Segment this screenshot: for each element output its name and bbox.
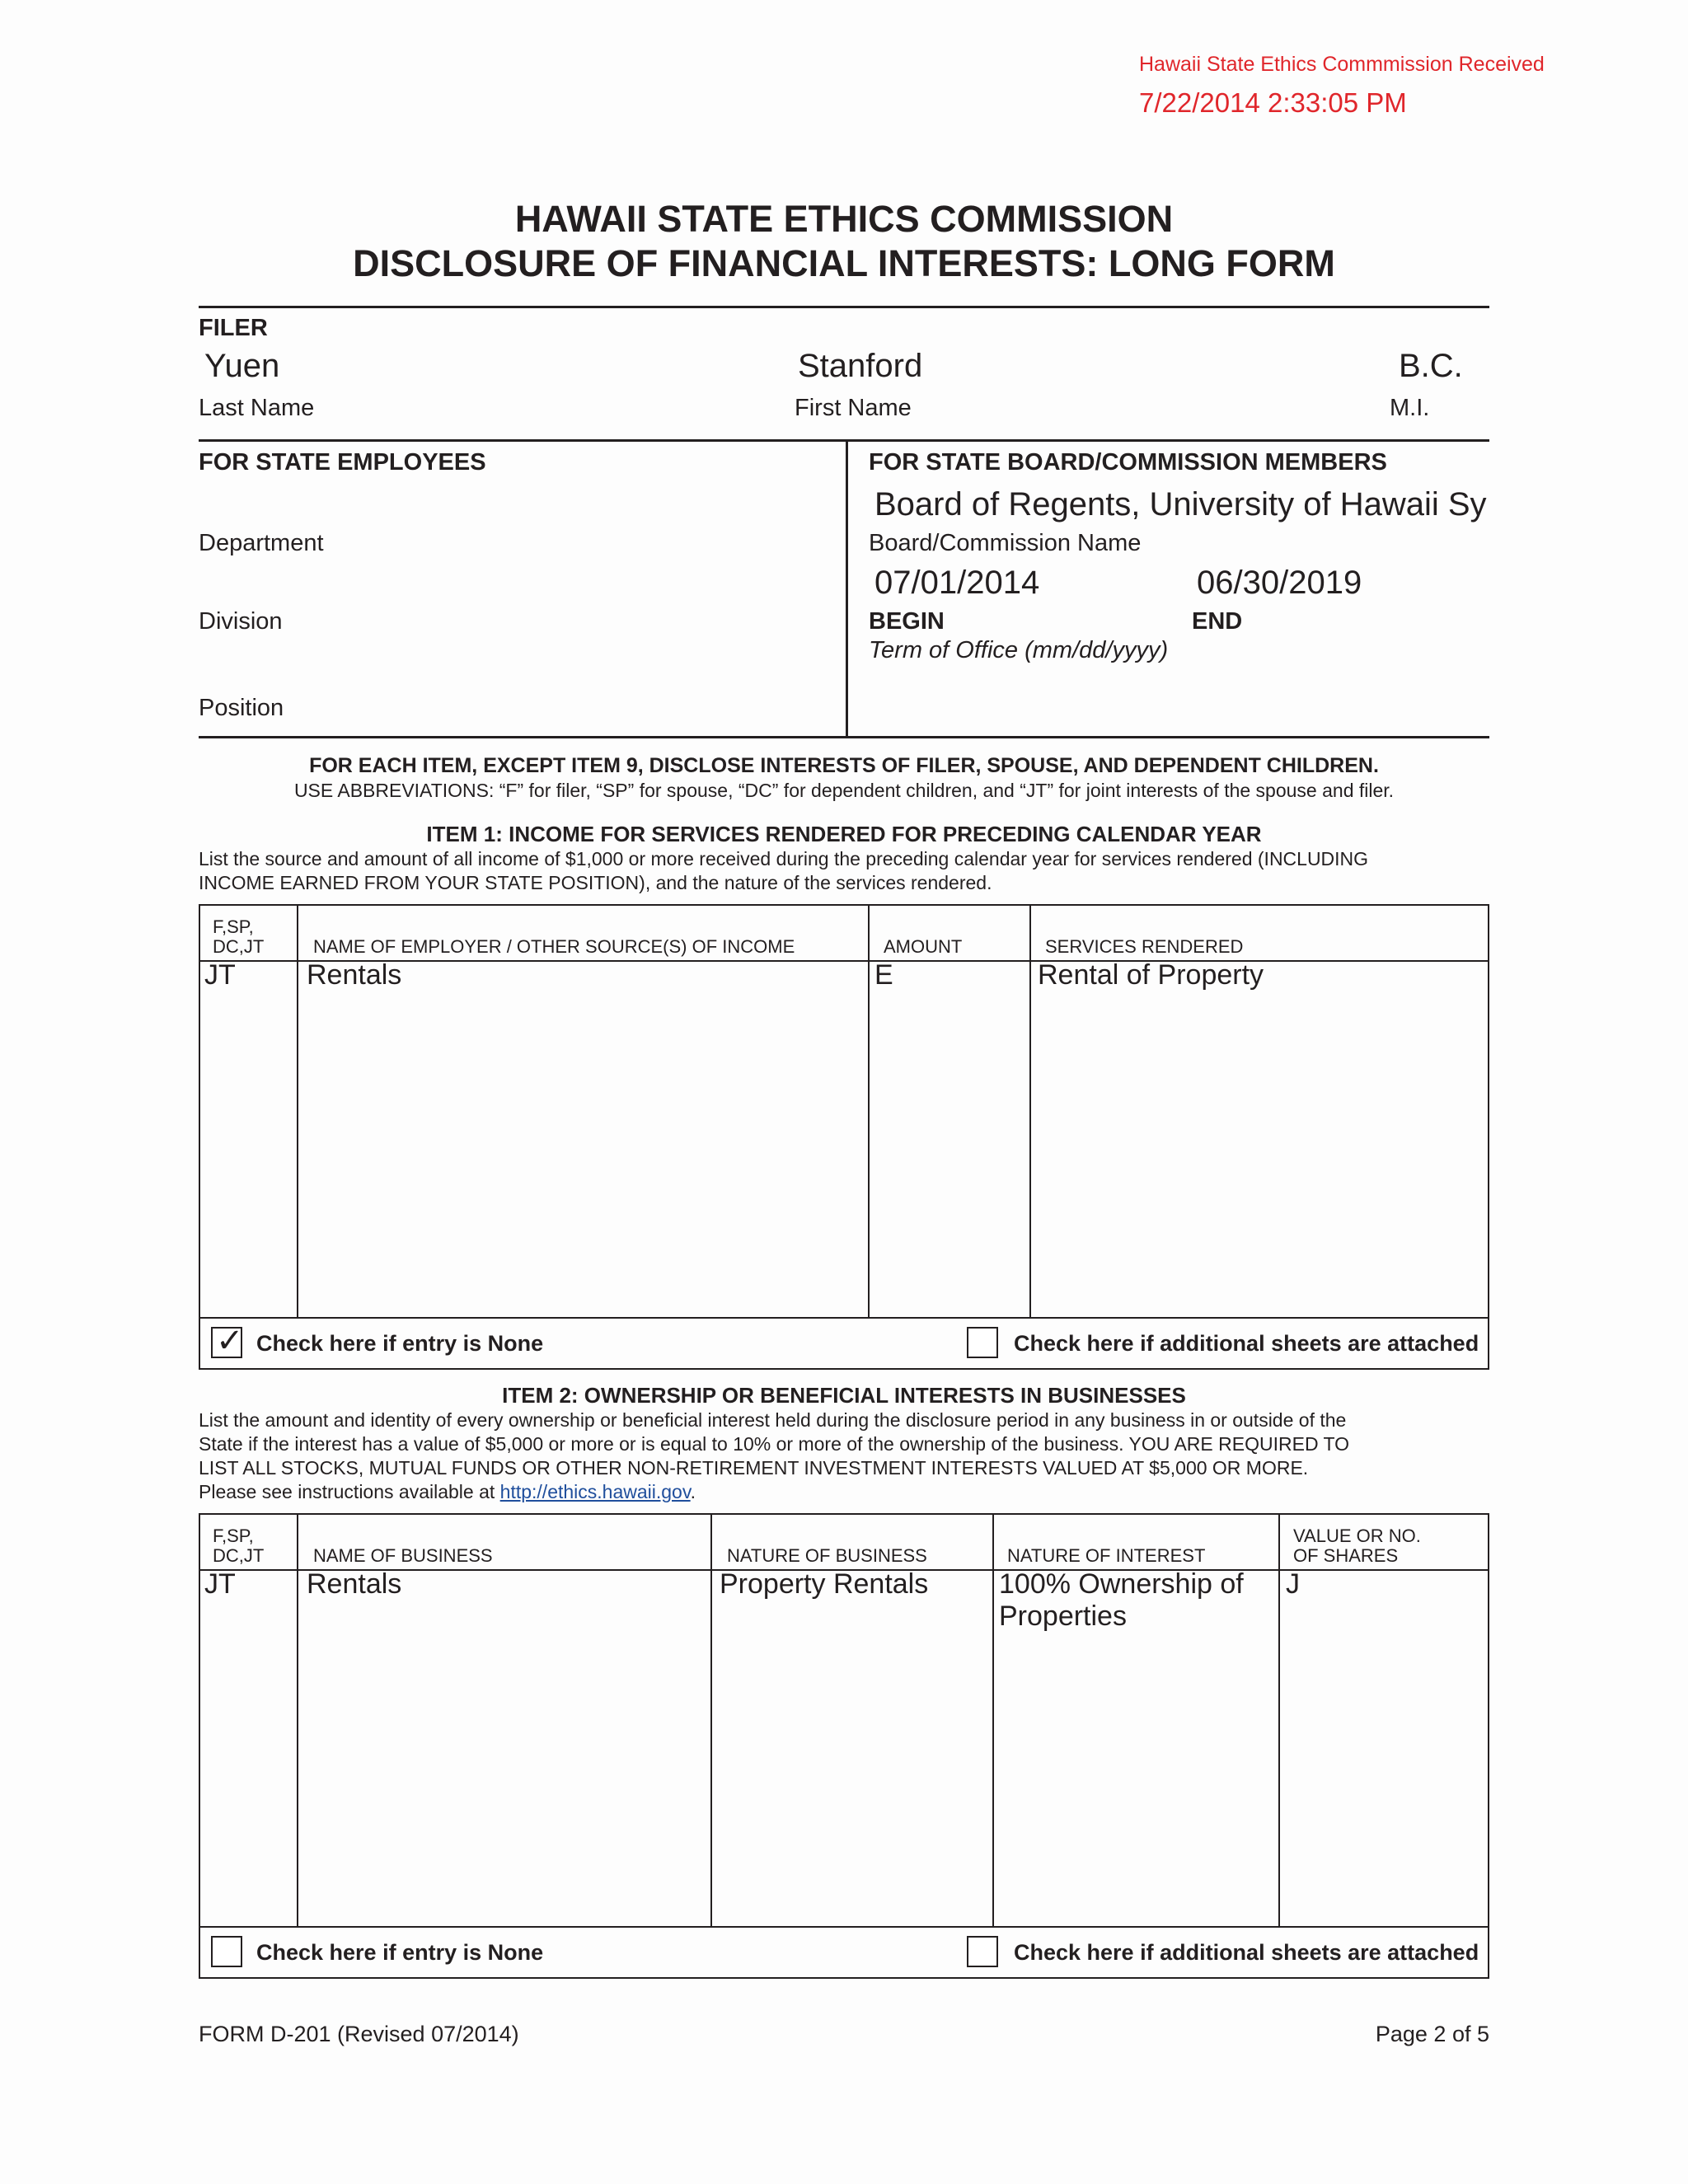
form-subtitle: DISCLOSURE OF FINANCIAL INTERESTS: LONG FORM	[353, 242, 1335, 284]
item2-none-checkbox[interactable]	[211, 1936, 242, 1967]
row-source: Rentals	[307, 959, 402, 991]
col-header-business: NAME OF BUSINESS	[313, 1545, 493, 1566]
col-header-nature-business: NATURE OF BUSINESS	[727, 1545, 927, 1566]
item1-additional-sheets-label: Check here if additional sheets are attached	[1014, 1331, 1479, 1356]
col-header-value	[1293, 1526, 1421, 1566]
mi-value: B.C.	[1399, 348, 1463, 384]
last-name-label: Last Name	[199, 395, 315, 421]
table-footer-divider	[199, 1317, 1489, 1319]
item1-none-label: Check here if entry is None	[256, 1331, 544, 1356]
item1-description: INCOME EARNED FROM YOUR STATE POSITION), and the nature of the services rendered.	[199, 872, 992, 893]
term-of-office-label: Term of Office (mm/dd/yyyy)	[869, 637, 1169, 663]
row-who: JT	[204, 959, 236, 991]
col-header-amount: AMOUNT	[884, 936, 963, 957]
state-employees-heading: FOR STATE EMPLOYEES	[199, 449, 486, 476]
column-divider	[992, 1513, 994, 1928]
col-header-who	[213, 1526, 264, 1566]
last-name-value: Yuen	[204, 348, 280, 384]
form-title: HAWAII STATE ETHICS COMMISSION	[514, 198, 1174, 240]
item2-instructions-line	[199, 1481, 696, 1503]
abbreviations-instruction: USE ABBREVIATIONS: “F” for filer, “SP” for spouse, “DC” for dependent children, and “JT” for joint interests of the spouse and filer.	[293, 780, 1395, 801]
item2-description: LIST ALL STOCKS, MUTUAL FUNDS OR OTHER NON-RETIREMENT INVESTMENT INTERESTS VALUED AT $5,000 OR MORE.	[199, 1457, 1309, 1479]
first-name-value: Stanford	[798, 348, 923, 384]
col-header-who	[213, 917, 264, 957]
col-header-services: SERVICES RENDERED	[1045, 936, 1244, 957]
item2-title: ITEM 2: OWNERSHIP OR BENEFICIAL INTERESTS IN BUSINESSES	[502, 1383, 1186, 1408]
column-divider	[297, 904, 298, 1319]
col-header-who-line1: F,SP,	[213, 1526, 254, 1546]
term-begin-label: BEGIN	[869, 608, 945, 635]
col-header-who-line2: DC,JT	[213, 936, 265, 957]
col-header-who-line2: DC,JT	[213, 1545, 265, 1566]
position-label: Position	[199, 695, 284, 721]
board-name-label: Board/Commission Name	[869, 530, 1142, 556]
column-divider	[1278, 1513, 1280, 1928]
col-header-nature-interest: NATURE OF INTEREST	[1007, 1545, 1206, 1566]
column-divider	[297, 1513, 298, 1928]
item2-description: List the amount and identity of every ownership or beneficial interest held during the disclosure period in any business in or outside of the	[199, 1409, 1347, 1431]
divider	[199, 439, 1489, 442]
col-header-value-line1: VALUE OR NO.	[1293, 1526, 1421, 1546]
term-end-label: END	[1192, 608, 1243, 635]
divider	[199, 736, 1489, 738]
row-value: J	[1286, 1568, 1300, 1600]
page-number: Page 2 of 5	[1375, 2022, 1489, 2046]
checkmark-icon: ✓	[216, 1323, 244, 1359]
item1-description: List the source and amount of all income of $1,000 or more received during the preceding calendar year for services rendered (INCLUDING	[199, 848, 1369, 869]
item2-description: State if the interest has a value of $5,000 or more or is equal to 10% or more of the ownership of the business. YOU ARE REQUIRED TO	[199, 1433, 1350, 1455]
row-who: JT	[204, 1568, 236, 1600]
col-header-who-line1: F,SP,	[213, 916, 254, 937]
row-nature-interest: 100% Ownership of	[999, 1568, 1244, 1600]
col-header-source: NAME OF EMPLOYER / OTHER SOURCE(S) OF INCOME	[313, 936, 795, 957]
column-divider	[710, 1513, 712, 1928]
ethics-website-link[interactable]: http://ethics.hawaii.gov	[499, 1481, 691, 1502]
column-divider	[868, 904, 870, 1319]
board-name-value: Board of Regents, University of Hawaii Sy	[874, 486, 1487, 523]
divider	[199, 306, 1489, 308]
item2-additional-sheets-checkbox[interactable]	[967, 1936, 998, 1967]
item2-none-label: Check here if entry is None	[256, 1940, 544, 1965]
form-number: FORM D-201 (Revised 07/2014)	[199, 2022, 519, 2046]
received-stamp-label: Hawaii State Ethics Commmission Received	[1139, 53, 1545, 76]
row-nature-interest: Properties	[999, 1601, 1127, 1632]
item1-title: ITEM 1: INCOME FOR SERVICES RENDERED FOR PRECEDING CALENDAR YEAR	[426, 822, 1262, 846]
term-begin-value: 07/01/2014	[874, 565, 1040, 601]
first-name-label: First Name	[795, 395, 912, 421]
col-header-value-line2: OF SHARES	[1293, 1545, 1399, 1566]
division-label: Division	[199, 608, 283, 635]
term-end-value: 06/30/2019	[1197, 565, 1362, 601]
row-amount: E	[874, 959, 893, 991]
row-nature-business: Property Rentals	[720, 1568, 929, 1600]
item1-none-checkbox[interactable]	[211, 1323, 244, 1359]
filer-heading: FILER	[199, 315, 268, 341]
period: .	[690, 1481, 696, 1502]
item1-additional-sheets-checkbox[interactable]	[967, 1327, 998, 1358]
item2-additional-sheets-label: Check here if additional sheets are attached	[1014, 1940, 1479, 1965]
column-divider	[1029, 904, 1031, 1319]
row-services: Rental of Property	[1038, 959, 1264, 991]
disclosure-instruction: FOR EACH ITEM, EXCEPT ITEM 9, DISCLOSE INTERESTS OF FILER, SPOUSE, AND DEPENDENT CHILDREN.	[309, 754, 1379, 777]
table-footer-divider	[199, 1926, 1489, 1928]
department-label: Department	[199, 530, 324, 556]
received-stamp-datetime: 7/22/2014 2:33:05 PM	[1139, 87, 1407, 118]
divider	[846, 439, 848, 738]
row-business: Rentals	[307, 1568, 402, 1600]
item2-instructions-text: Please see instructions available at	[199, 1481, 495, 1502]
board-members-heading: FOR STATE BOARD/COMMISSION MEMBERS	[869, 449, 1387, 476]
mi-label: M.I.	[1390, 395, 1430, 421]
